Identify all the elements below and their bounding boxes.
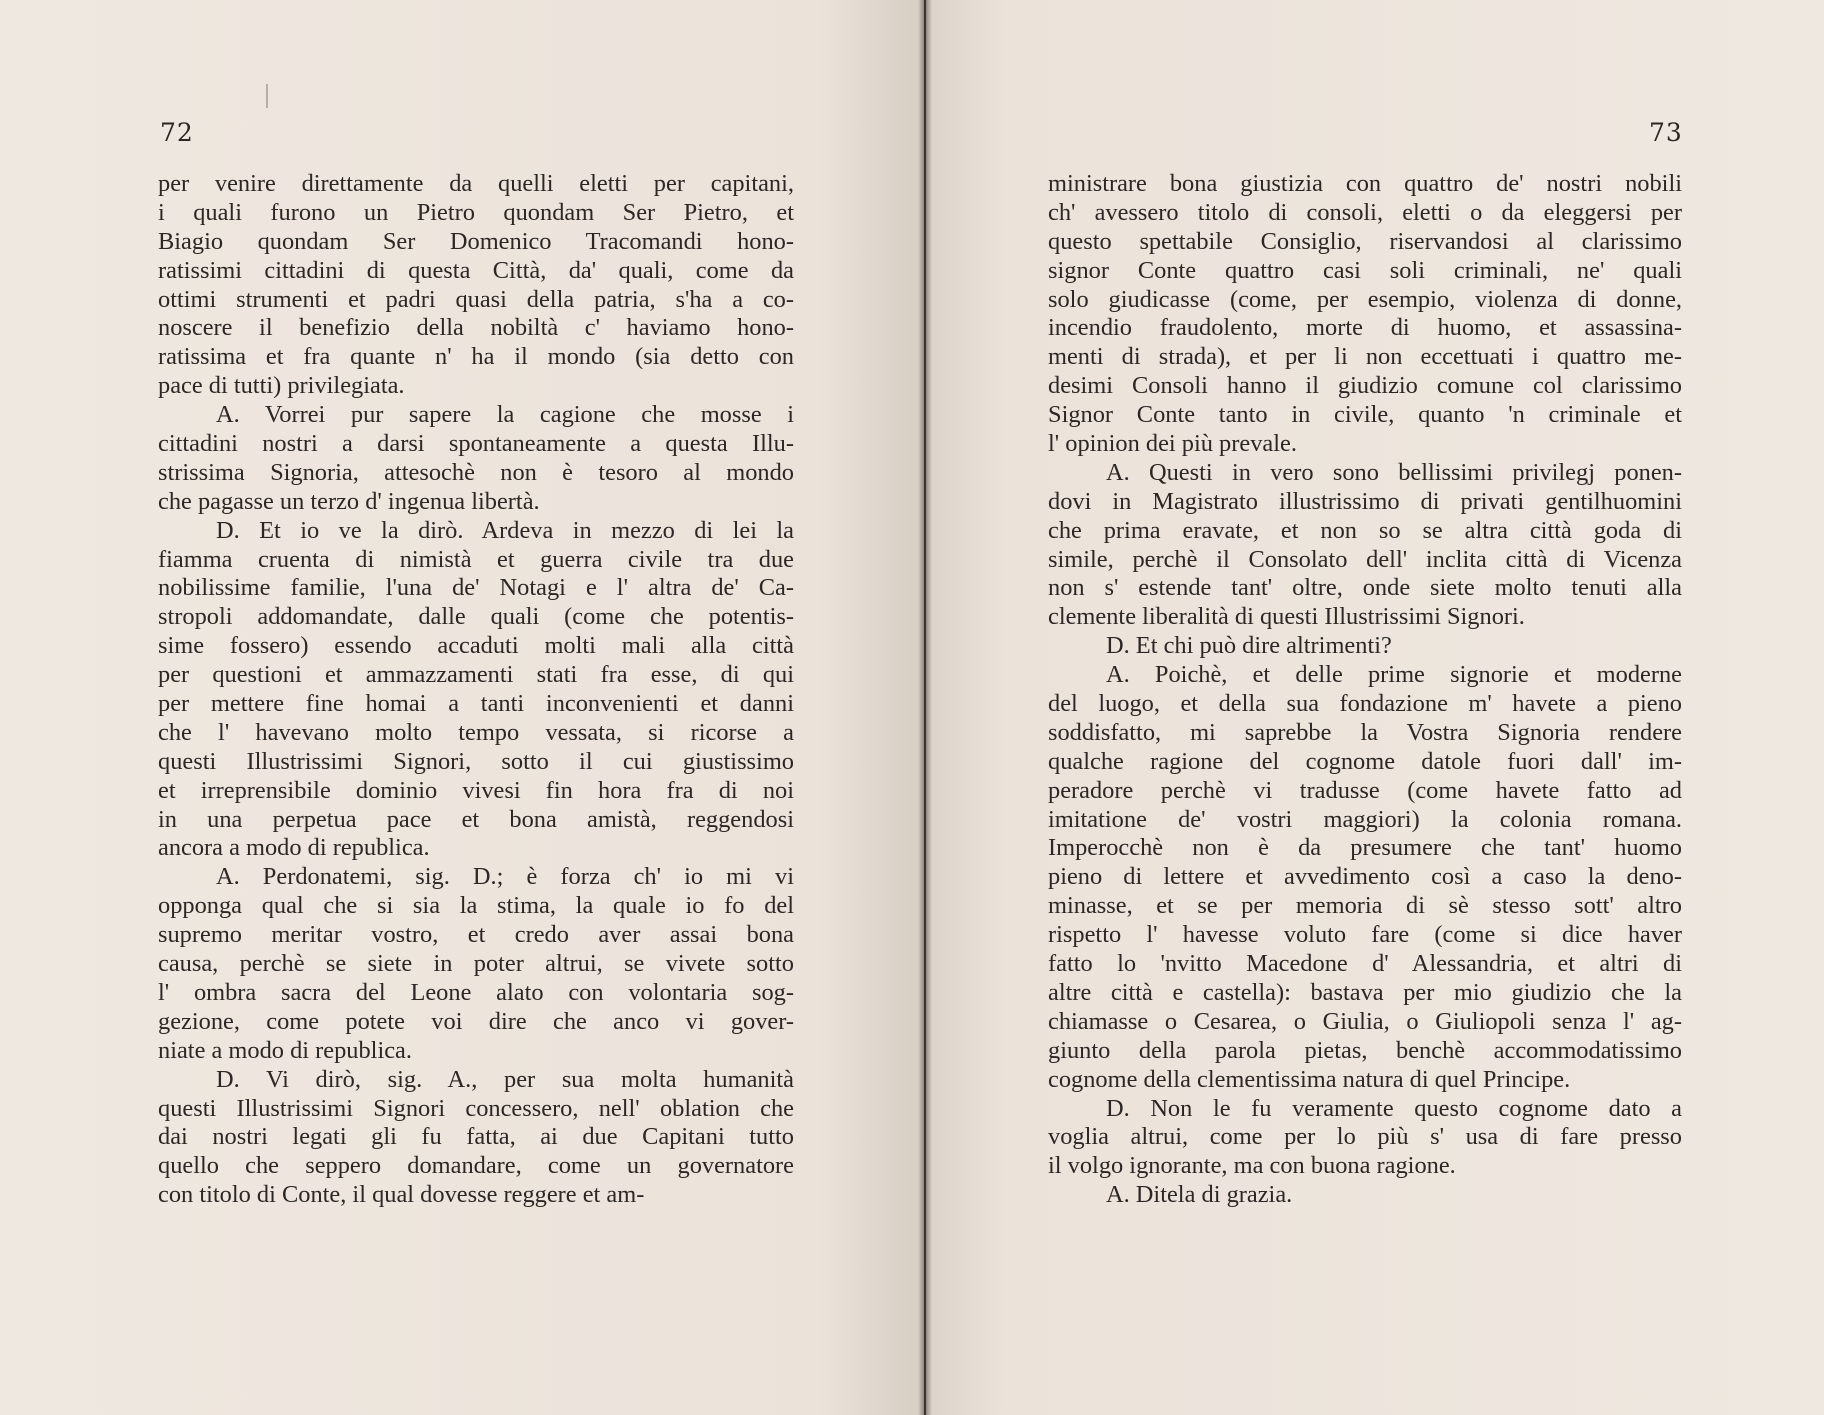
text-line: i quali furono un Pietro quondam Ser Pietro, et [158, 198, 794, 226]
text-line: A. Ditela di grazia. [1106, 1181, 1293, 1209]
text-line: pace di tutti) privilegiata. [158, 372, 405, 400]
text-line: Biagio quondam Ser Domenico Tracomandi hono- [158, 227, 794, 255]
text-line: ch' avessero titolo di consoli, eletti o da eleggersi per [1048, 198, 1682, 226]
text-line: quello che seppero domandare, come un governatore [158, 1152, 794, 1180]
text-line: A. Vorrei pur sapere la cagione che mosse i [216, 401, 794, 429]
text-line: fiamma cruenta di nimistà et guerra civile tra due [158, 545, 794, 573]
text-line: rispetto l' havesse voluto fare (come si dice haver [1048, 921, 1682, 949]
text-line: che prima eravate, et non so se altra città goda di [1048, 516, 1682, 544]
text-line: del luogo, et della sua fondazione m' havete a pieno [1048, 690, 1682, 718]
text-line: signor Conte quattro casi soli criminali, ne' quali [1048, 256, 1682, 284]
page-text [1048, 170, 1682, 1210]
text-line: fatto lo 'nvitto Macedone d' Alessandria, et altri di [1048, 950, 1682, 978]
text-line: D. Vi dirò, sig. A., per sua molta humanità [216, 1065, 794, 1093]
text-line: peradore perchè vi tradusse (come havete fatto ad [1048, 776, 1682, 804]
text-line: ottimi strumenti et padri quasi della patria, s'ha a co- [158, 285, 794, 313]
page-number: 73 [1649, 118, 1683, 147]
text-line: soddisfatto, mi saprebbe la Vostra Signoria rendere [1048, 718, 1682, 746]
text-line: D. Et chi può dire altrimenti? [1106, 632, 1392, 660]
text-line: dai nostri legati gli fu fatta, ai due Capitani tutto [158, 1123, 794, 1151]
text-line: ratissima et fra quante n' ha il mondo (sia detto con [158, 343, 794, 371]
text-line: questi Illustrissimi Signori, sotto il cui giustissimo [158, 747, 794, 775]
text-line: sime fossero) essendo accaduti molti mali alla città [158, 632, 794, 660]
text-line: chiamasse o Cesarea, o Giulia, o Giuliopoli senza l' ag- [1048, 1007, 1682, 1035]
text-line: D. Et io ve la dirò. Ardeva in mezzo di lei la [216, 516, 794, 544]
right-page [932, 0, 1824, 1415]
text-line: nobilissime familie, l'una de' Notagi e l' altra de' Ca- [158, 574, 794, 602]
text-line: gezione, come potete voi dire che anco vi gover- [158, 1007, 794, 1035]
text-line: A. Perdonatemi, sig. D.; è forza ch' io mi vi [216, 863, 794, 891]
text-line: per venire direttamente da quelli eletti per capitani, [158, 170, 794, 197]
text-line: strissima Signoria, attesochè non è tesoro al mondo [158, 458, 794, 486]
page-number: 72 [160, 118, 194, 147]
text-line: Signor Conte tanto in civile, quanto 'n criminale et [1048, 401, 1682, 429]
page-text [158, 170, 794, 1210]
text-line: per questioni et ammazzamenti stati fra esse, di qui [158, 661, 794, 689]
text-line: clemente liberalità di questi Illustrissimi Signori. [1048, 603, 1525, 631]
text-line: stropoli addomandate, dalle quali (come che potentis- [158, 603, 794, 631]
text-line: opponga qual che si sia la stima, la quale io fo del [158, 892, 794, 920]
text-line: che pagasse un terzo d' ingenua libertà. [158, 487, 540, 515]
text-line: altre città e castella): bastava per mio giudizio che la [1048, 978, 1682, 1006]
text-line: il volgo ignorante, ma con buona ragione. [1048, 1152, 1456, 1180]
text-line: ministrare bona giustizia con quattro de' nostri nobili [1048, 170, 1682, 197]
text-line: l' ombra sacra del Leone alato con volontaria sog- [158, 978, 794, 1006]
text-line: menti di strada), et per li non eccettuati i quattro me- [1048, 343, 1682, 371]
text-line: noscere il benefizio della nobiltà c' haviamo hono- [158, 314, 794, 342]
text-line: desimi Consoli hanno il giudizio comune col clarissimo [1048, 372, 1682, 400]
text-line: questi Illustrissimi Signori concessero, nell' oblation che [158, 1094, 794, 1122]
text-line: per mettere fine homai a tanti inconvenienti et danni [158, 690, 794, 718]
text-line: ratissimi cittadini di questa Città, da' quali, come da [158, 256, 794, 284]
text-line: causa, perchè se siete in poter altrui, se vivete sotto [158, 950, 794, 978]
text-line: pieno di lettere et avvedimento così a caso la deno- [1048, 863, 1682, 891]
text-line: et irreprensibile dominio vivesi fin hora fra di noi [158, 776, 794, 804]
text-line: giunto della parola pietas, benchè accommodatissimo [1048, 1036, 1682, 1064]
text-line: non s' estende tant' oltre, onde siete molto tenuti alla [1048, 574, 1682, 602]
text-line: dovi in Magistrato illustrissimo di privati gentilhuomini [1048, 487, 1682, 515]
text-line: niate a modo di republica. [158, 1036, 412, 1064]
text-line: che l' havevano molto tempo vessata, si ricorse a [158, 718, 794, 746]
text-line: Imperocchè non è da presumere che tant' huomo [1048, 834, 1682, 862]
text-line: voglia altrui, come per lo più s' usa di fare presso [1048, 1123, 1682, 1151]
pencil-mark [266, 84, 268, 108]
text-line: cognome della clementissima natura di quel Principe. [1048, 1065, 1571, 1093]
text-line: in una perpetua pace et bona amistà, reggendosi [158, 805, 794, 833]
text-line: ancora a modo di republica. [158, 834, 430, 862]
text-line: imitatione de' vostri maggiori) la colonia romana. [1048, 805, 1682, 833]
text-line: simile, perchè il Consolato dell' inclita città di Vicenza [1048, 545, 1682, 573]
text-line: qualche ragione del cognome datole fuori dall' im- [1048, 747, 1682, 775]
text-line: incendio fraudolento, morte di huomo, et assassina- [1048, 314, 1682, 342]
text-line: A. Poichè, et delle prime signorie et moderne [1106, 661, 1682, 689]
text-line: questo spettabile Consiglio, riservandosi al clarissimo [1048, 227, 1682, 255]
text-line: supremo meritar vostro, et credo aver assai bona [158, 921, 794, 949]
text-line: A. Questi in vero sono bellissimi privilegj ponen- [1106, 458, 1682, 486]
text-line: l' opinion dei più prevale. [1048, 430, 1297, 458]
gutter-fold-line [924, 0, 926, 1415]
text-line: con titolo di Conte, il qual dovesse reggere et am- [158, 1181, 645, 1209]
text-line: solo giudicasse (come, per esempio, violenza di donne, [1048, 285, 1682, 313]
text-line: minasse, et se per memoria di sè stesso sott' altro [1048, 892, 1682, 920]
text-line: cittadini nostri a darsi spontaneamente a questa Illu- [158, 430, 794, 458]
text-line: D. Non le fu veramente questo cognome dato a [1106, 1094, 1682, 1122]
